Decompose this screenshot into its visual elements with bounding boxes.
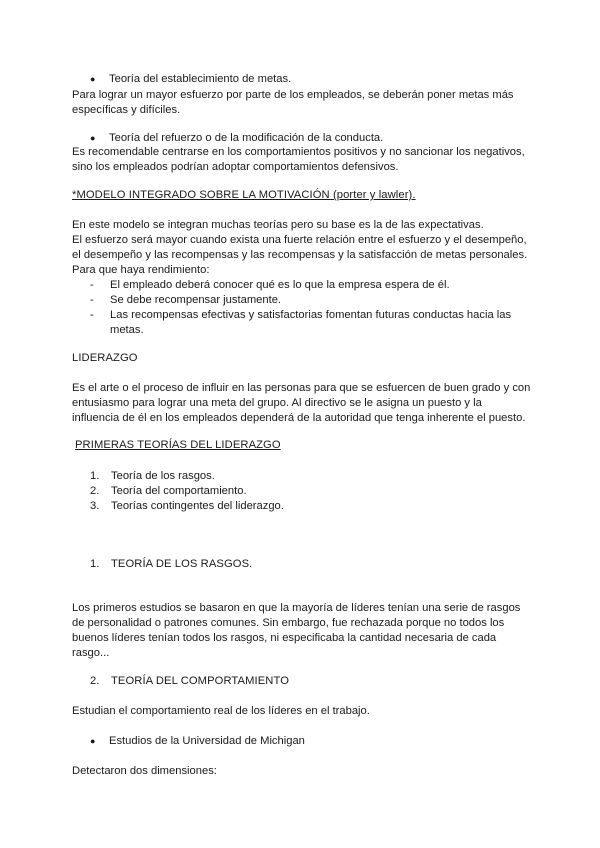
paragraph-line: Es recomendable centrarse en los comportamientos positivos y no sancionar los negativos, [72,146,525,158]
section-heading: *MODELO INTEGRADO SOBRE LA MOTIVACIÓN (porter y lawler). [72,189,416,201]
bullet-glyph: ● [90,74,96,84]
dash-continuation: metas. [110,324,144,336]
paragraph-line: de personalidad o patrones comunes. Sin embargo, fue rechazada porque no todos los [72,617,505,629]
item-number: 3. [90,500,100,512]
paragraph-line: entusiasmo para lograr una meta del grupo. Al directivo se le asigna un puesto y la [72,397,482,409]
item-number: 2. [90,485,100,497]
bullet-text: Teoría del establecimiento de metas. [109,73,292,85]
paragraph-line: influencia de él en los empleados dependerá de la autoridad que tenga inherente el puesto. [72,412,526,424]
section-heading: LIDERAZGO [72,352,138,364]
paragraph-line: rasgo... [72,647,110,659]
dash-text: Las recompensas efectivas y satisfactorias fomentan futuras conductas hacia las [110,309,512,321]
paragraph-line: sino los empleados podrían adoptar comportamientos defensivos. [72,161,399,173]
paragraph [72,88,532,118]
item-number: 1. [90,558,100,570]
bullet-text: Teoría del refuerzo o de la modificación de la conducta. [109,132,384,144]
paragraph-line: En este modelo se integran muchas teorías pero su base es la de las expectativas. [72,219,484,231]
paragraph-line: Para lograr un mayor esfuerzo por parte de los empleados, se deberán poner metas más [72,89,514,101]
paragraph: Detectaron dos dimensiones: [72,765,217,777]
paragraph [72,218,532,278]
section-heading: PRIMERAS TEORÍAS DEL LIDERAZGO [75,439,281,451]
bullet-glyph: ● [90,133,96,143]
dash-glyph: - [90,309,94,321]
dash-glyph: - [90,279,94,291]
paragraph-line: el desempeño y las recompensas y las recompensas y la satisfacción de metas personales. [72,249,528,261]
paragraph-line: específicas y difíciles. [72,104,181,116]
item-number: 2. [90,675,100,687]
dash-text: Se debe recompensar justamente. [110,294,282,306]
bullet-text: Estudios de la Universidad de Michigan [109,735,305,747]
paragraph-line: El esfuerzo será mayor cuando exista una fuerte relación entre el esfuerzo y el desempeño, [72,234,527,246]
item-text: Teoría de los rasgos. [111,470,215,482]
dash-glyph: - [90,294,94,306]
item-number: 1. [90,470,100,482]
paragraph-line: Los primeros estudios se basaron en que la mayoría de líderes tenían una serie de rasgos [72,602,521,614]
bullet-glyph: ● [90,736,96,746]
paragraph-line: buenos líderes tenían todos los rasgos, ni especificaba la cantidad necesaria de cada [72,632,497,644]
item-text: Teoría del comportamiento. [111,485,247,497]
paragraph-line: Para que haya rendimiento: [72,264,210,276]
paragraph [72,381,532,426]
paragraph [72,601,532,661]
dash-text: El empleado deberá conocer qué es lo que la empresa espera de él. [110,279,450,291]
section-heading: TEORÍA DE LOS RASGOS. [111,558,253,570]
section-heading: TEORÍA DEL COMPORTAMIENTO [111,675,290,687]
paragraph [72,145,532,175]
paragraph-line: Es el arte o el proceso de influir en las personas para que se esfuercen de buen grado y con [72,382,531,394]
paragraph: Estudian el comportamiento real de los líderes en el trabajo. [72,705,370,717]
item-text: Teorías contingentes del liderazgo. [111,500,284,512]
